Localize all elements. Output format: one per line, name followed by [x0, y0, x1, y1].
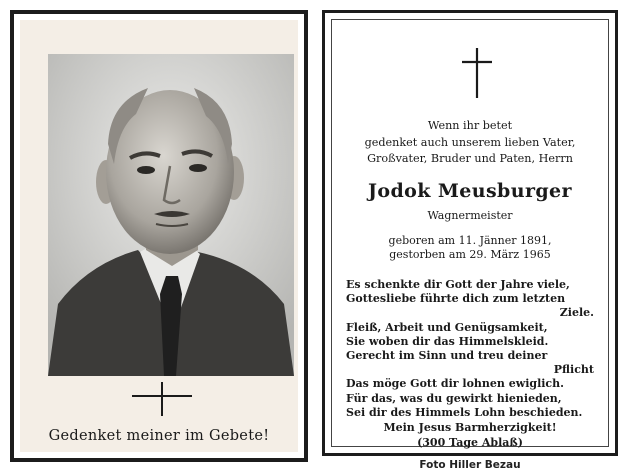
memorial-poem [346, 278, 594, 420]
portrait-image [48, 54, 294, 376]
card-back-inner [331, 19, 609, 447]
memorial-card-back [322, 10, 618, 456]
birth-date: geboren am 11. Jänner 1891, [388, 234, 552, 247]
deceased-name: Jodok Meusburger [368, 180, 572, 202]
poem-line: Fleiß, Arbeit und Genügsamkeit, [346, 320, 548, 334]
closing-prayer [332, 420, 608, 450]
poem-line: Sei dir des Himmels Lohn beschieden. [346, 405, 583, 419]
intro-line: Wenn ihr betet [427, 119, 513, 132]
portrait-photo [48, 54, 294, 376]
intro-text [332, 118, 608, 168]
poem-line: Für das, was du gewirkt hienieden, [346, 391, 562, 405]
cross-icon [132, 382, 192, 416]
prayer-caption: Gedenket meiner im Gebete! [48, 428, 270, 444]
intro-line: gedenket auch unserem lieben Vater, [364, 135, 576, 149]
photo-credit: Foto Hiller Bezau [419, 459, 521, 471]
closing-line: (300 Tage Ablaß) [417, 436, 523, 449]
poem-line: Gerecht im Sinn und treu deiner [346, 349, 548, 363]
poem-line: Das möge Gott dir lohnen ewiglich. [346, 377, 564, 391]
poem-line: Ziele. [559, 306, 594, 320]
death-date: gestorben am 29. März 1965 [389, 248, 551, 261]
poem-line: Gottesliebe führte dich zum letzten [346, 292, 566, 306]
cross-icon [462, 48, 492, 98]
memorial-card-front [10, 10, 308, 462]
intro-line: Großvater, Bruder und Paten, Herrn [367, 152, 573, 165]
life-dates [332, 234, 608, 262]
occupation: Wagnermeister [427, 209, 513, 222]
poem-line: Es schenkte dir Gott der Jahre viele, [346, 278, 570, 291]
poem-line: Pflicht [553, 363, 594, 377]
poem-line: Sie woben dir das Himmelskleid. [346, 334, 549, 348]
card-front-inner [20, 20, 298, 452]
closing-line: Mein Jesus Barmherzigkeit! [383, 421, 557, 434]
